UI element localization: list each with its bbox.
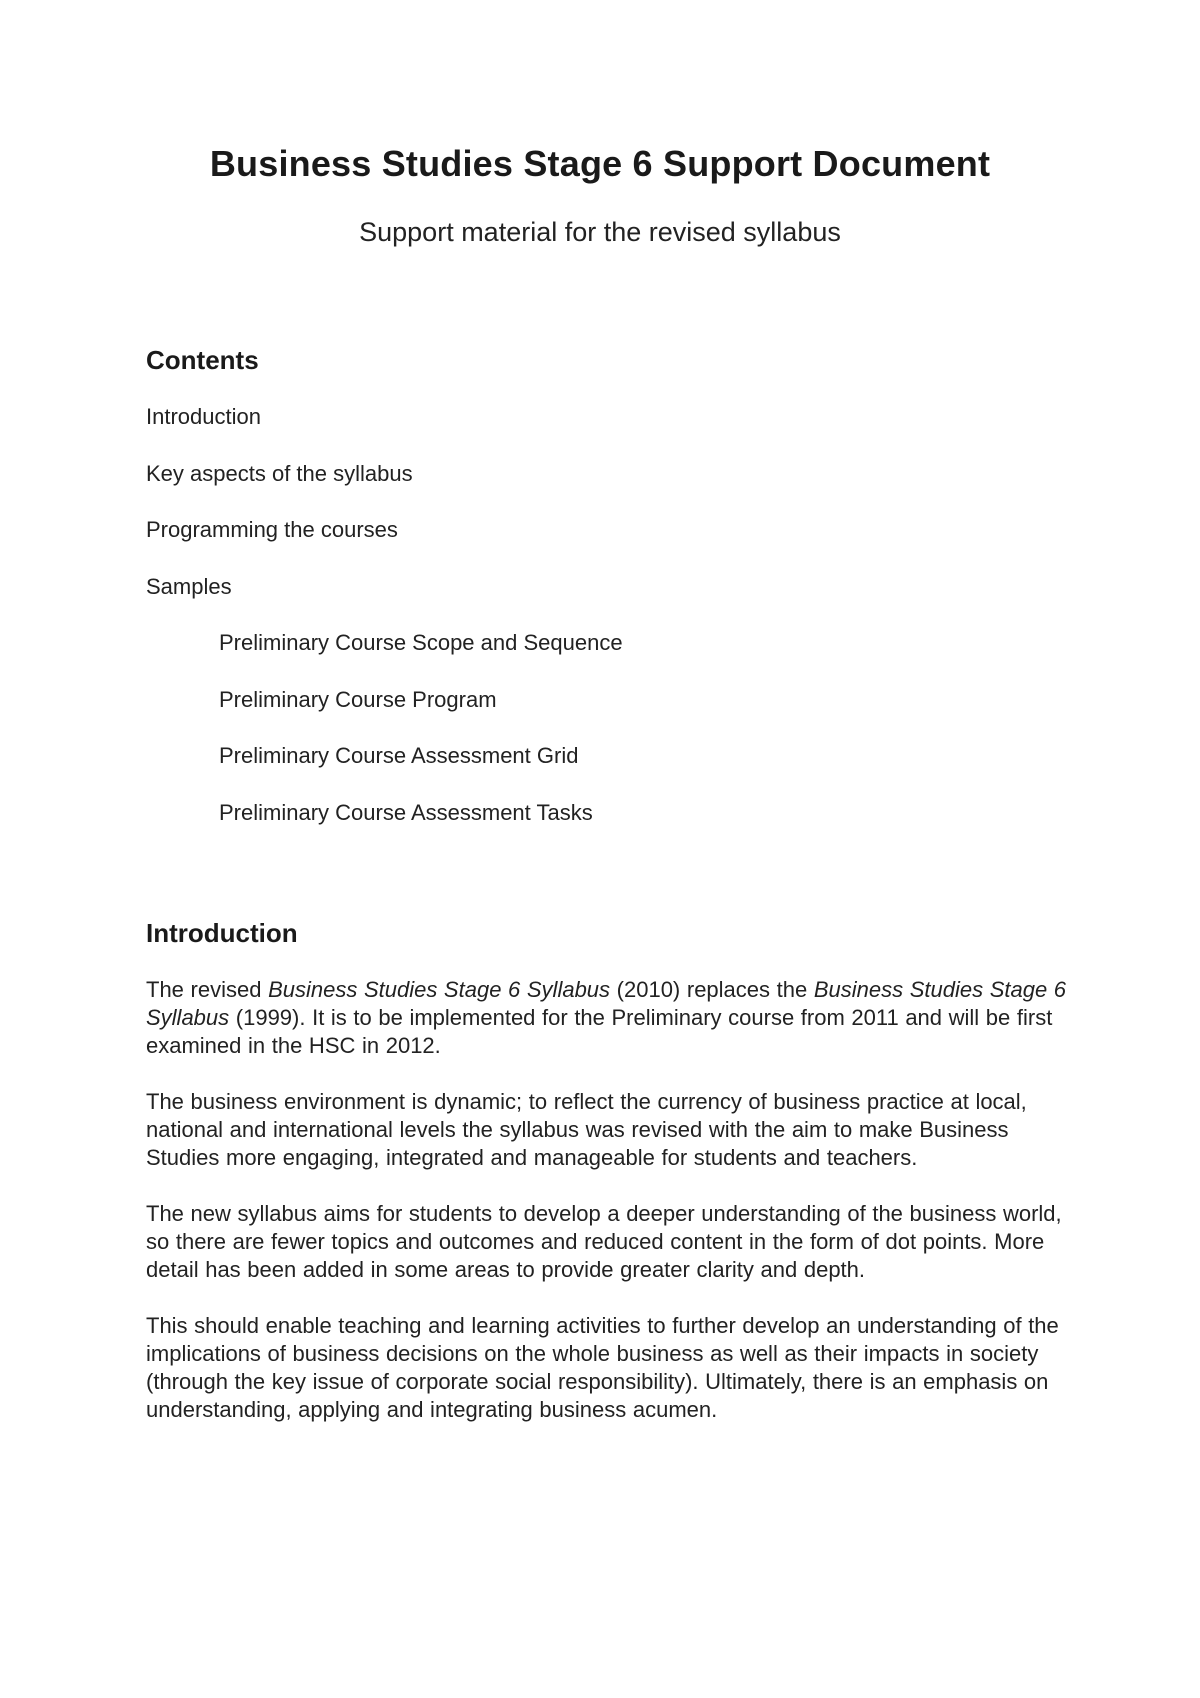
paragraph-text: (1999). It is to be implemented for the Preliminary course from 2011 and will be first examined in the HSC in 2012. [146, 1005, 1053, 1058]
contents-item: Preliminary Course Assessment Tasks [219, 799, 593, 825]
contents-item: Preliminary Course Assessment Grid [219, 743, 579, 768]
introduction-heading: Introduction [146, 918, 298, 948]
paragraph-text: This should enable teaching and learning activities to further develop an understanding of the implications of business decisions on the whole business as well as their impacts in society (through the key issue of corporate social responsibility). Ultimately, there is an emphasis on understanding, applying and integrating business acumen. [146, 1313, 1059, 1422]
paragraph-text: The revised [146, 977, 269, 1002]
contents-list [146, 404, 623, 856]
contents-item: Programming the courses [146, 517, 398, 542]
introduction-paragraph [146, 1200, 1076, 1284]
introduction-body [146, 976, 1076, 1452]
contents-item: Preliminary Course Program [219, 686, 497, 712]
contents-item: Samples [146, 573, 232, 599]
contents-item: Key aspects of the syllabus [146, 460, 413, 486]
contents-item: Preliminary Course Scope and Sequence [219, 630, 623, 655]
paragraph-text: The business environment is dynamic; to reflect the currency of business practice at local, national and international levels the syllabus was revised with the aim to make Business Studies more engaging, integrated and manageable for students and teachers. [146, 1089, 1027, 1170]
introduction-paragraph [146, 976, 1076, 1060]
paragraph-text: The new syllabus aims for students to develop a deeper understanding of the business world, so there are fewer topics and outcomes and reduced content in the form of dot points. More detail has been added in some areas to provide greater clarity and depth. [146, 1201, 1062, 1282]
introduction-paragraph [146, 1312, 1076, 1424]
document-title: Business Studies Stage 6 Support Document [209, 143, 991, 184]
contents-item: Introduction [146, 404, 261, 429]
paragraph-text: (2010) replaces the [610, 977, 814, 1002]
contents-heading: Contents [146, 345, 259, 375]
introduction-paragraph [146, 1088, 1076, 1172]
syllabus-title-text: Business Studies Stage 6 Syllabus [268, 977, 611, 1002]
syllabus-title-text: Business Studies Stage 6 Syllabus [146, 977, 1067, 1030]
document-subtitle: Support material for the revised syllabus [359, 217, 841, 247]
